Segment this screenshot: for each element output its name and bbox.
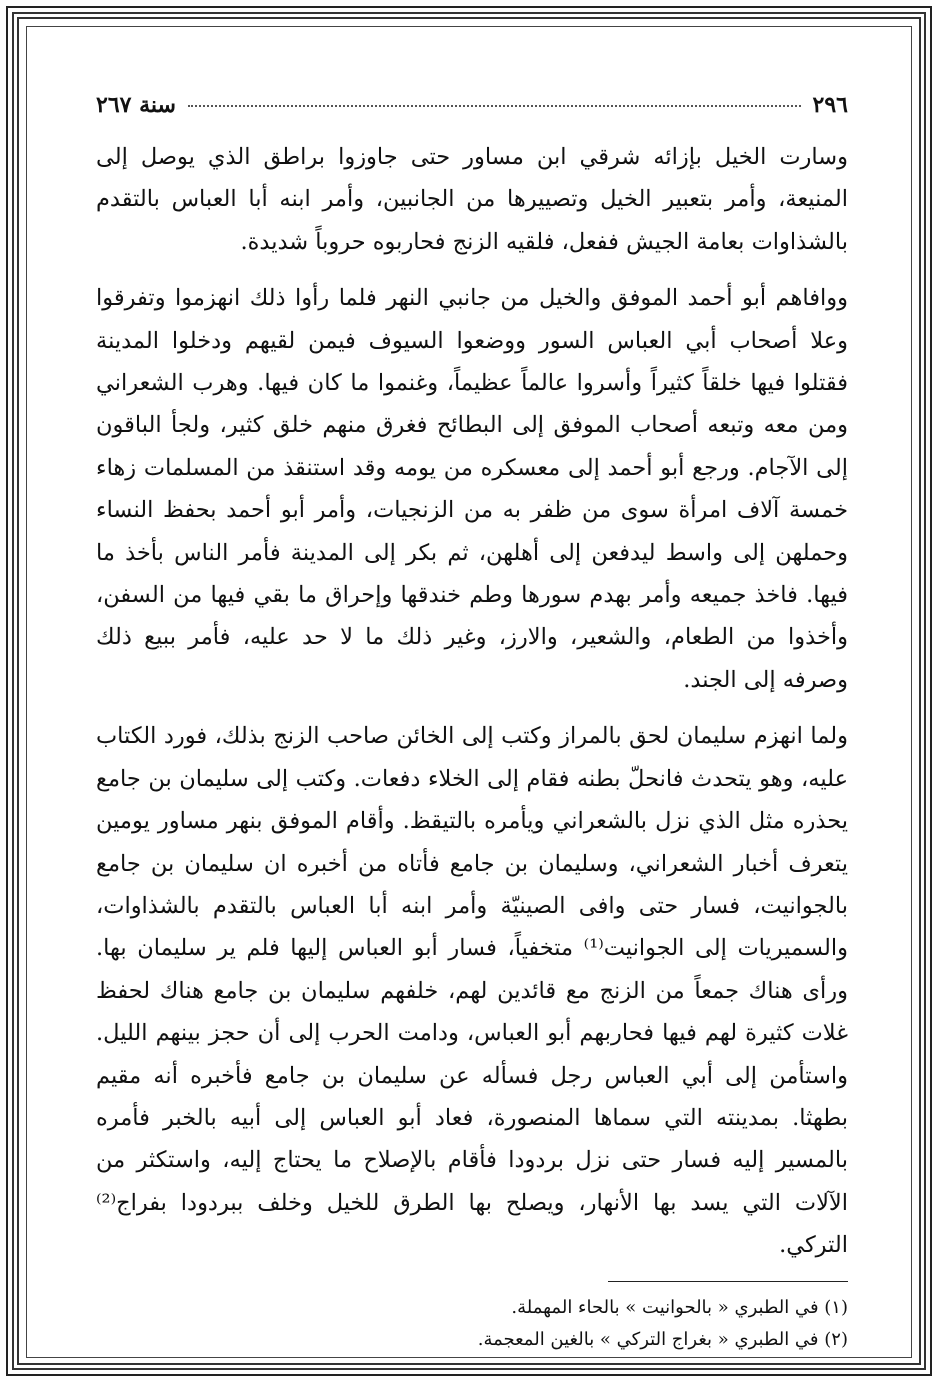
- footnote-2: (٢) في الطبري « بغراج التركي » بالغين المعجمة.: [477, 1328, 848, 1350]
- page-number: ٢٩٦: [812, 92, 848, 118]
- paragraph-text: وسارت الخيل بإزائه شرقي ابن مساور حتى جاوزوا براطق الذي يوصل إلى المنيعة، وأمر بتعبير الخيل وتصييرها من الجانبين، وأمر ابنه أبا العباس بالتقدم بالشذاوات بعامة الجيش ففعل، فلقيه الزنج فحاربوه حروباً شديدة.: [96, 144, 848, 255]
- footnote-divider: [608, 1281, 848, 1282]
- paragraph-2: [96, 277, 848, 701]
- year-title: سنة ٢٦٧: [96, 92, 176, 118]
- paragraph-3: [96, 715, 848, 1266]
- header-leader-dots: [188, 105, 801, 107]
- paragraph-text: ولما انهزم سليمان لحق بالمراز وكتب إلى الخائن صاحب الزنج بذلك، فورد الكتاب عليه، وهو يتحدث فانحلّ بطنه فقام إلى الخلاء دفعات. وكتب إلى سليمان بن جامع يحذره مثل الذي نزل بالشعراني ويأمره بالتيقظ. وأقام الموفق بنهر مساور يومين يتعرف أخبار الشعراني، وسليمان بن جامع فأتاه من أخبره ان سليمان بن جامع بالجوانيت، فسار حتى وافى الصينيّة وأمر ابنه أبا العباس بالتقدم بالشذاوات، والسميريات إلى الجوانيت⁽¹⁾ متخفياً، فسار أبو العباس إليها فلم ير سليمان بها. ورأى هناك جمعاً من الزنج مع قائدين لهم، خلفهم سليمان بن جامع هناك لحفظ غلات كثيرة لهم فيها فحاربهم أبو العباس، ودامت الحرب إلى أن حجز بينهم الليل. واستأمن إلى أبي العباس رجل فسأله عن سليمان بن جامع فأخبره أنه مقيم بطهثا. بمدينته التي سماها المنصورة، فعاد أبو العباس إلى أبيه بالخبر فأمره بالمسير إليه فسار حتى نزل بردودا فأقام بالإصلاح ما يحتاج إليه، واستكثر من الآلات التي يسد بها الأنهار، ويصلح بها الطرق للخيل وخلف ببردودا بفراج⁽²⁾ التركي.: [96, 723, 848, 1259]
- footnotes: [96, 1292, 848, 1356]
- book-page: [96, 92, 848, 1350]
- paragraph-text: ووافاهم أبو أحمد الموفق والخيل من جانبي النهر فلما رأوا ذلك انهزموا وتفرقوا وعلا أصحاب أبي العباس السور ووضعوا السيوف فيمن لقيهم ودخلوا المدينة فقتلوا فيها خلقاً كثيراً وأسروا عالماً عظيماً، وغنموا ما كان فيها. وهرب الشعراني ومن معه وتبعه أصحاب الموفق إلى البطائح فغرق منهم خلق كثير، ولجأ الباقون إلى الآجام. ورجع أبو أحمد إلى معسكره من يومه وقد استنقذ من المسلمات زهاء خمسة آلاف امرأة سوى من ظفر به من الزنجيات، وأمر أبو أحمد بحفظ النساء وحملهن إلى واسط ليدفعن إلى أهلهن، ثم بكر إلى المدينة فأمر الناس بأخذ ما فيها. فاخذ جميعه وأمر بهدم سورها وطم خندقها وإحراق ما بقي فيها من السفن، وأخذوا من الطعام، والشعير، والارز، وغير ذلك ما لا حد عليه، فأمر ببيع ذلك وصرفه إلى الجند.: [96, 285, 848, 693]
- paragraph-1: [96, 136, 848, 263]
- footnote-1: (١) في الطبري « بالحوانيت » بالحاء المهملة.: [511, 1296, 848, 1318]
- main-text: [96, 136, 848, 1267]
- running-header: [96, 92, 848, 128]
